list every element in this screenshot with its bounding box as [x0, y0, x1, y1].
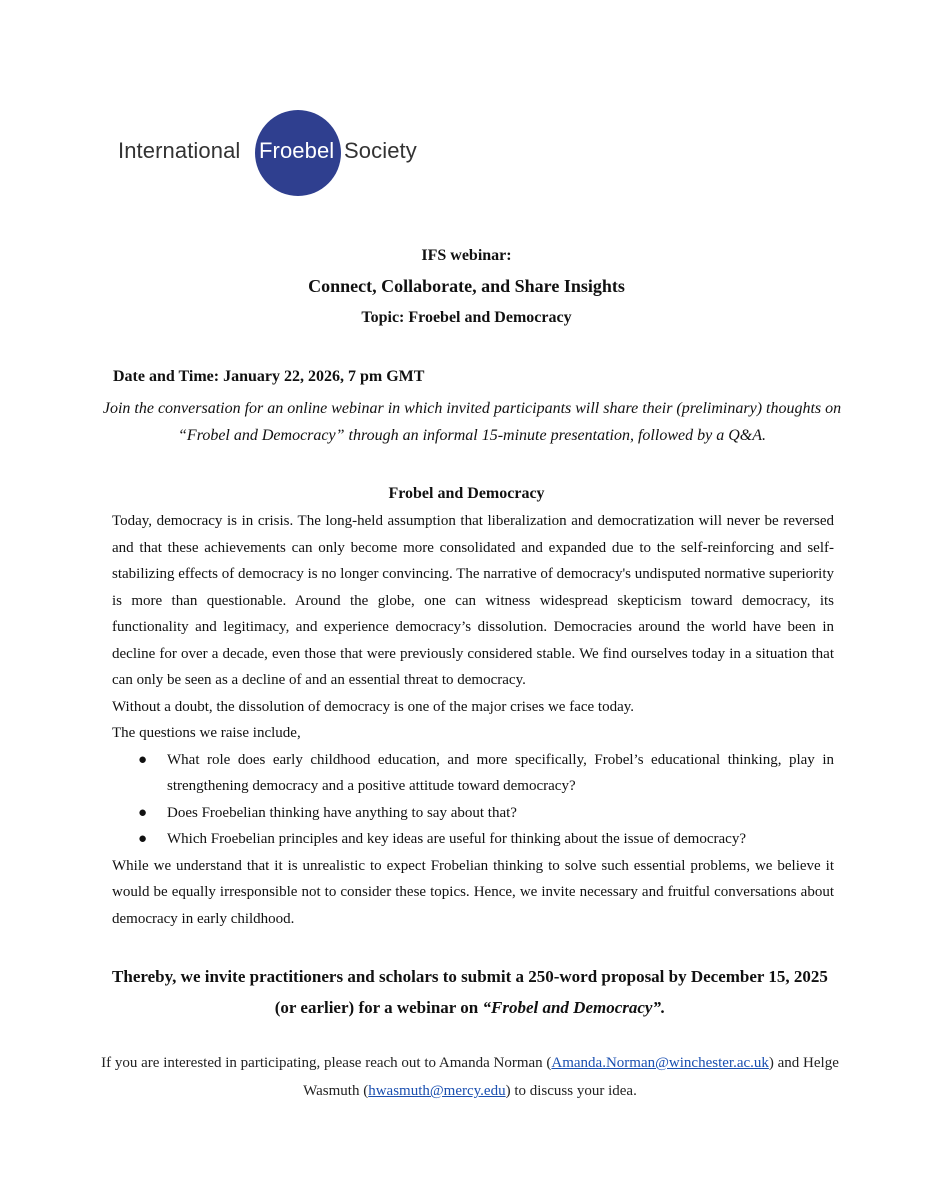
email-link-helge[interactable]: hwasmuth@mercy.edu: [368, 1083, 506, 1099]
bullet-icon: ●: [138, 751, 148, 768]
paragraph-conclusion: While we understand that it is unrealistic to expect Frobelian thinking to solve such essential problems, we believe it would be equally irresponsible not to consider these topics. Hence, we invite necessary and fruitful conversations about democracy in early childhood.: [112, 857, 834, 927]
date-and-time: Date and Time: January 22, 2026, 7 pm GMT: [113, 368, 425, 385]
logo-word-international: International: [118, 138, 241, 163]
questions-list: [112, 747, 834, 853]
webinar-topic: Topic: Froebel and Democracy: [361, 309, 572, 326]
contact-text: ) to discuss your idea.: [505, 1083, 637, 1099]
list-item: [112, 800, 834, 827]
logo-word-froebel: Froebel: [259, 138, 335, 163]
paragraph-questions-intro: The questions we raise include,: [112, 725, 301, 741]
paragraph-dissolution: Without a doubt, the dissolution of democracy is one of the major crises we face today.: [112, 698, 635, 715]
cta-text: Thereby, we invite practitioners and scholars to submit a 250-word proposal by December 15, 2025 (or earlier) for a webinar on: [112, 967, 828, 1017]
ifs-logo: [118, 110, 438, 196]
section-title: Frobel and Democracy: [388, 485, 545, 502]
logo-word-society: Society: [344, 138, 417, 163]
webinar-title: Connect, Collaborate, and Share Insights: [308, 276, 625, 296]
call-for-proposals: [100, 961, 840, 1023]
body-text: [112, 508, 834, 932]
bullet-icon: ●: [138, 804, 148, 821]
question-text: Which Froebelian principles and key ideas are useful for thinking about the issue of democracy?: [167, 831, 746, 847]
list-item: [112, 826, 834, 853]
list-item: [112, 747, 834, 800]
webinar-label: IFS webinar:: [421, 247, 512, 264]
paragraph-crisis: Today, democracy is in crisis. The long-held assumption that liberalization and democratization will never be reversed and that these achievements can only become more consolidated and expanded due to the self-reinforcing and self-stabilizing effects of democracy is no longer convincing. The narrative of democracy's undisputed normative superiority is more than questionable. Around the globe, one can witness widespread skepticism toward democracy, its functionality and legitimacy, and experience democracy’s dissolution. Democracies around the world have been in decline for over a decade, even those that were previously considered stable. We find ourselves today in a situation that can only be seen as a decline of and an essential threat to democracy.: [112, 513, 834, 688]
contact-text: ) and Helge Wasmuth (: [303, 1055, 839, 1099]
question-text: What role does early childhood education, and more specifically, Frobel’s educational thinking, play in strengthening democracy and a positive attitude toward democracy?: [167, 751, 834, 794]
question-text: Does Froebelian thinking have anything to say about that?: [167, 804, 517, 821]
bullet-icon: ●: [138, 831, 148, 847]
cta-webinar-title: “Frobel and Democracy”.: [482, 998, 666, 1017]
contact-text: If you are interested in participating, please reach out to Amanda Norman (: [101, 1055, 552, 1071]
contact-info: [80, 1049, 860, 1105]
intro-text: Join the conversation for an online webinar in which invited participants will share their (preliminary) thoughts on “Frobel and Democracy” through an informal 15-minute presentation, followed by a Q&A.: [102, 400, 842, 444]
email-link-amanda[interactable]: Amanda.Norman@winchester.ac.uk: [551, 1055, 769, 1071]
